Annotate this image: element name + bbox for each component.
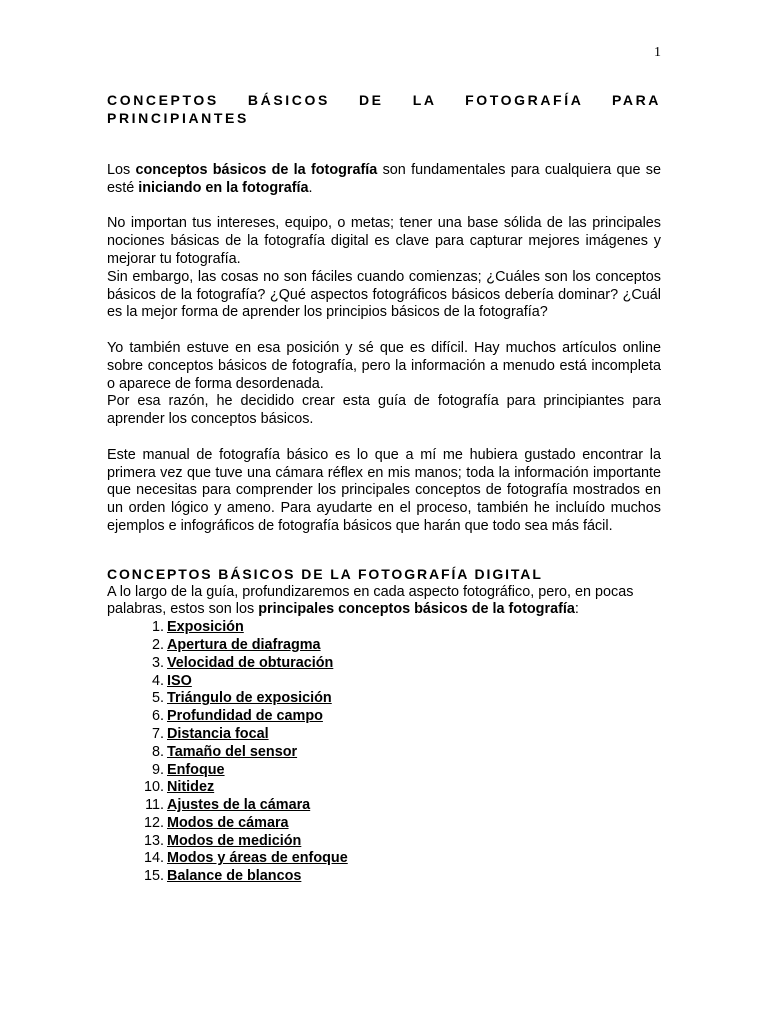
document-title-line2: PRINCIPIANTES (107, 109, 249, 126)
list-number: 8. (151, 743, 164, 760)
list-number: 14. (143, 850, 164, 867)
list-item (107, 744, 661, 762)
link-triangulo-de-exposicion[interactable]: Triángulo de exposición (167, 690, 332, 707)
list-number: 1. (151, 619, 164, 636)
section-intro-bold: principales conceptos básicos de la fotografía (258, 601, 575, 618)
document-title (107, 92, 661, 127)
list-number: 5. (151, 690, 164, 707)
intro-prefix: Los (107, 162, 136, 178)
list-item (107, 690, 661, 708)
list-number: 6. (151, 708, 164, 725)
list-item (107, 619, 661, 637)
list-item (107, 868, 661, 886)
link-distancia-focal[interactable]: Distancia focal (167, 725, 269, 742)
link-modos-de-medicion[interactable]: Modos de medición (167, 832, 302, 849)
list-item (107, 637, 661, 655)
list-item (107, 815, 661, 833)
link-exposicion[interactable]: Exposición (167, 619, 244, 636)
list-number: 11. (145, 797, 164, 814)
list-item (107, 655, 661, 673)
link-apertura-de-diafragma[interactable]: Apertura de diafragma (167, 636, 321, 653)
list-item (107, 833, 661, 851)
document-title-line1: CONCEPTOS BÁSICOS DE LA FOTOGRAFÍA PARA (107, 92, 661, 108)
link-enfoque[interactable]: Enfoque (167, 761, 225, 778)
list-item (107, 726, 661, 744)
concepts-list (107, 619, 661, 886)
list-number: 13. (143, 832, 164, 849)
paragraph-6: Este manual de fotografía básico es lo que a mí me hubiera gustado encontrar la primera vez que tuve una cámara réflex en mis manos; toda la información importante que necesitas para comprender los principales conceptos de fotografía mostrados en un orden lógico y ameno. Para ayudarte en el proceso, también he incluído muchos ejemplos e infográficos de fotografía básicos que harán que todo sea más fácil. (107, 446, 661, 534)
intro-suffix: . (308, 179, 313, 196)
paragraph-3: Sin embargo, las cosas no son fáciles cuando comienzas; ¿Cuáles son los conceptos básicos de la fotografía? ¿Qué aspectos fotográficos básicos debería dominar? ¿Cuál es la mejor forma de aprender los principios básicos de la fotografía? (107, 268, 661, 321)
link-iso[interactable]: ISO (167, 672, 192, 689)
document-body (107, 92, 661, 886)
link-velocidad-de-obturacion[interactable]: Velocidad de obturación (167, 654, 334, 671)
intro-bold-concepts: conceptos básicos de la fotografía (135, 162, 378, 178)
list-item (107, 779, 661, 797)
intro-middle: son fundamentales para cualquiera que se esté (107, 162, 661, 196)
link-profundidad-de-campo[interactable]: Profundidad de campo (167, 708, 323, 725)
list-number: 3. (151, 654, 164, 671)
intro-bold-starting: iniciando en la fotografía (138, 179, 309, 196)
list-number: 4. (151, 672, 164, 689)
intro-paragraph (107, 162, 661, 198)
link-nitidez[interactable]: Nitidez (167, 779, 215, 796)
link-modos-y-areas-de-enfoque[interactable]: Modos y áreas de enfoque (167, 850, 348, 867)
list-item (107, 762, 661, 780)
list-number: 9. (151, 761, 164, 778)
section-intro-suffix: : (574, 601, 579, 618)
list-item (107, 708, 661, 726)
list-number: 15. (143, 868, 164, 885)
page-number: 1 (654, 45, 661, 60)
link-tamano-del-sensor[interactable]: Tamaño del sensor (167, 743, 298, 760)
list-number: 7. (151, 725, 164, 742)
paragraph-4: Yo también estuve en esa posición y sé que es difícil. Hay muchos artículos online sobre conceptos básicos de fotografía, pero la información a menudo está incompleta o aparece de forma desordenada. (107, 339, 661, 392)
section-intro (107, 584, 661, 620)
paragraph-2: No importan tus intereses, equipo, o metas; tener una base sólida de las principales nociones básicas de la fotografía digital es clave para capturar mejores imágenes y mejorar tu fotografía. (107, 215, 661, 267)
paragraph-5: Por esa razón, he decidido crear esta guía de fotografía para principiantes para aprender los conceptos básicos. (107, 393, 661, 428)
list-number: 10. (143, 779, 164, 796)
list-number: 2. (151, 636, 164, 653)
list-item (107, 850, 661, 868)
section-heading: CONCEPTOS BÁSICOS DE LA FOTOGRAFÍA DIGITAL (107, 565, 543, 582)
link-ajustes-de-la-camara[interactable]: Ajustes de la cámara (167, 797, 311, 814)
list-item (107, 673, 661, 691)
link-modos-de-camara[interactable]: Modos de cámara (167, 814, 289, 831)
section-intro-prefix: A lo largo de la guía, profundizaremos en cada aspecto fotográfico, pero, en pocas palabras, estos son los (107, 583, 634, 618)
link-balance-de-blancos[interactable]: Balance de blancos (167, 868, 302, 885)
list-item (107, 797, 661, 815)
list-number: 12. (143, 814, 164, 831)
